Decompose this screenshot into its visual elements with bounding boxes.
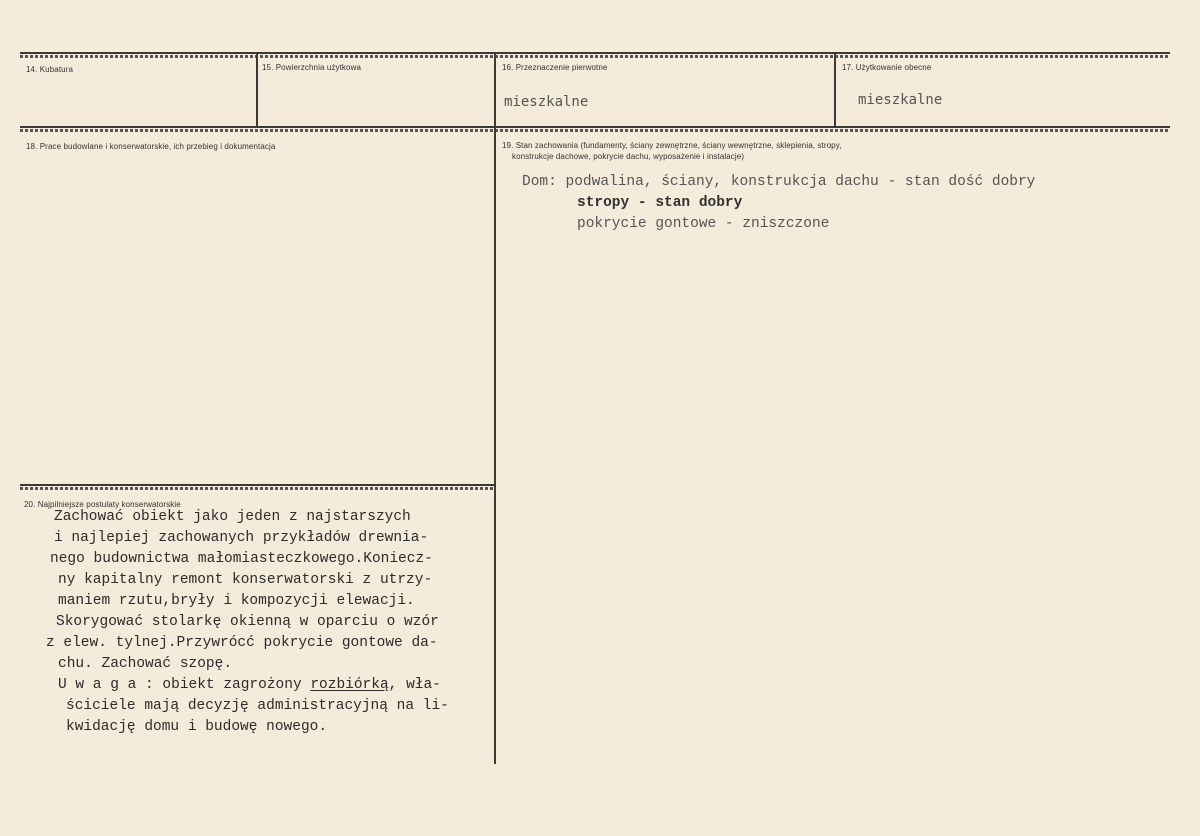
field-20-label: 20. Najpilniejsze postulaty konserwatorskie	[24, 500, 181, 509]
divider-14-15	[256, 54, 258, 126]
field-19-label-line1: 19. Stan zachowania (fundamenty, ściany zewnętrzne, ściany wewnętrzne, sklepienia, stropy,	[502, 141, 842, 150]
field-16-value: mieszkalne	[504, 94, 589, 110]
top-rule	[20, 52, 1170, 54]
uwaga-suffix: , wła-	[388, 677, 441, 693]
field-18-label: 18. Prace budowlane i konserwatorskie, ich przebieg i dokumentacja	[26, 142, 276, 151]
field-19-text	[522, 172, 1035, 235]
field-17-value: mieszkalne	[858, 92, 943, 108]
field-19-line-2: stropy - stan dobry	[577, 195, 743, 211]
field-16-label: 16. Przeznaczenie pierwotne	[502, 63, 608, 72]
field-20-line-7: z elew. tylnej.Przywrócć pokrycie gontowe da-	[46, 635, 438, 651]
field-20-line-6: Skorygować stolarkę okienną w oparciu o wzór	[56, 614, 439, 630]
field-20-tail-1: ściciele mają decyzję administracyjną na li-	[66, 698, 449, 714]
field-20-line-8: chu. Zachować szopę.	[58, 656, 233, 672]
field-14-label: 14. Kubatura	[26, 65, 74, 74]
field-20-line-5: maniem rzutu,bryły i kompozycji elewacji.	[58, 593, 415, 609]
uwaga-prefix: U w a g a : obiekt zagrożony	[58, 677, 311, 693]
field-20-line-4: ny kapitalny remont konserwatorski z utrzy-	[58, 572, 433, 588]
uwaga-underlined: rozbiórką	[310, 677, 389, 693]
field-20-tail-2: kwidację domu i budowę nowego.	[66, 719, 328, 735]
field-15-label: 15. Powierzchnia użytkowa	[262, 63, 361, 72]
field-17-label: 17. Użytkowanie obecne	[842, 63, 932, 72]
top-rule-dashes	[20, 55, 1170, 58]
field-20-line-2: i najlepiej zachowanych przykładów drewnia-	[54, 530, 429, 546]
row3-rule-dashes	[20, 487, 494, 490]
divider-16-17	[834, 54, 836, 126]
field-20-line-1: Zachować obiekt jako jeden z najstarszych	[54, 509, 411, 525]
field-20-text	[46, 507, 449, 738]
field-19-line-1: Dom: podwalina, ściany, konstrukcja dachu - stan dość dobry	[522, 174, 1036, 190]
divider-15-16	[494, 54, 496, 126]
row3-rule	[20, 484, 494, 486]
field-19-label-line2: konstrukcje dachowe, pokrycie dachu, wyposażenie i instalacje)	[512, 152, 745, 161]
field-20-uwaga	[46, 675, 449, 696]
field-19-line-3: pokrycie gontowe - zniszczone	[577, 216, 830, 232]
center-divider	[494, 128, 496, 764]
row2-rule-dashes	[20, 129, 1170, 132]
field-20-line-3: nego budownictwa małomiasteczkowego.Koniecz-	[50, 551, 433, 567]
row2-rule	[20, 126, 1170, 128]
